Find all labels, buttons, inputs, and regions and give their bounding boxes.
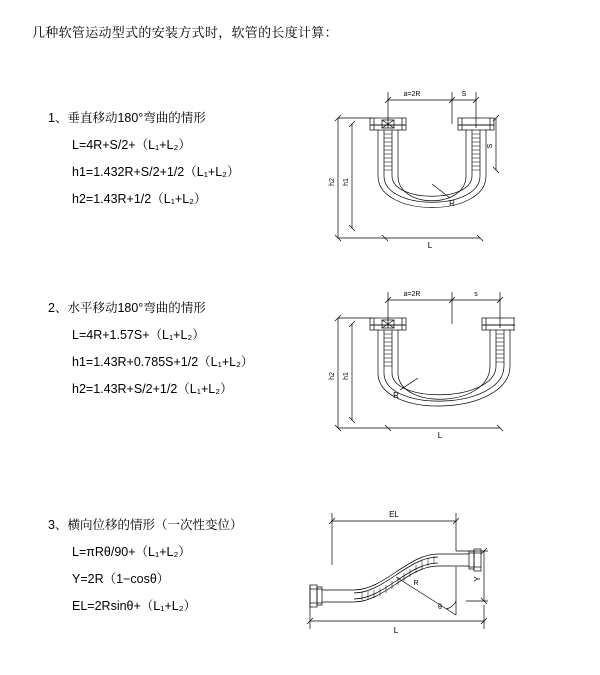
section-3-diagram: [288, 505, 503, 640]
section-1-formula-1: L=4R+S/2+（L₁+L₂）: [72, 138, 191, 152]
lateral-offset-drawing: [288, 505, 503, 640]
label-theta: θ: [438, 604, 442, 611]
svg-text:h2: h2: [329, 178, 336, 186]
section-vertical-movement: [0, 91, 600, 273]
svg-text:S: S: [461, 91, 467, 98]
section-2-diagram: [300, 278, 515, 468]
section-2-heading: 2、水平移动180°弯曲的情形: [48, 301, 206, 315]
label-a-2r: a=2R: [403, 91, 421, 98]
section-1-diagram: [300, 78, 510, 278]
svg-text:S: S: [487, 143, 494, 149]
section-horizontal-movement: [0, 291, 600, 463]
section-3-formula-3: EL=2Rsinθ+（L₁+L₂）: [72, 599, 197, 613]
section-1-heading: 1、垂直移动180°弯曲的情形: [48, 111, 206, 125]
label-R: R: [393, 391, 399, 400]
svg-text:h1: h1: [343, 178, 350, 186]
page-title: 几种软管运动型式的安装方式时，软管的长度计算：: [32, 25, 338, 40]
section-3-text: [48, 515, 308, 623]
section-3-formula-2: Y=2R（1−cosθ）: [72, 572, 170, 586]
section-1-formula-3: h2=1.43R+1/2（L₁+L₂）: [72, 192, 207, 206]
section-1-formula-2: h1=1.432R+S/2+1/2（L₁+L₂）: [72, 165, 240, 179]
section-2-formula-3: h2=1.43R+S/2+1/2（L₁+L₂）: [72, 382, 233, 396]
svg-text:s: s: [474, 291, 478, 298]
section-2-formula-2: h1=1.43R+0.785S+1/2（L₁+L₂）: [72, 355, 254, 369]
section-2-formula-1: L=4R+1.57S+（L₁+L₂）: [72, 328, 205, 342]
label-EL: EL: [389, 510, 399, 519]
label-R: R: [449, 199, 455, 208]
label-L: L: [393, 626, 399, 635]
section-3-formula-1: L=πRθ/90+（L₁+L₂）: [72, 545, 191, 559]
vertical-180-bend-drawing: [300, 78, 510, 278]
horizontal-180-bend-drawing: [300, 278, 515, 468]
section-1-text: [48, 108, 308, 216]
label-R: R: [413, 580, 419, 587]
svg-text:h1: h1: [343, 372, 350, 380]
label-L: L: [437, 431, 443, 440]
label-L: L: [427, 241, 433, 250]
label-a-2r: a=2R: [403, 291, 421, 298]
section-lateral-offset: [0, 510, 600, 655]
label-Y: Y: [473, 576, 482, 582]
section-3-heading: 3、横向位移的情形（一次性变位）: [48, 518, 243, 532]
svg-text:h2: h2: [329, 372, 336, 380]
section-2-text: [48, 298, 308, 406]
